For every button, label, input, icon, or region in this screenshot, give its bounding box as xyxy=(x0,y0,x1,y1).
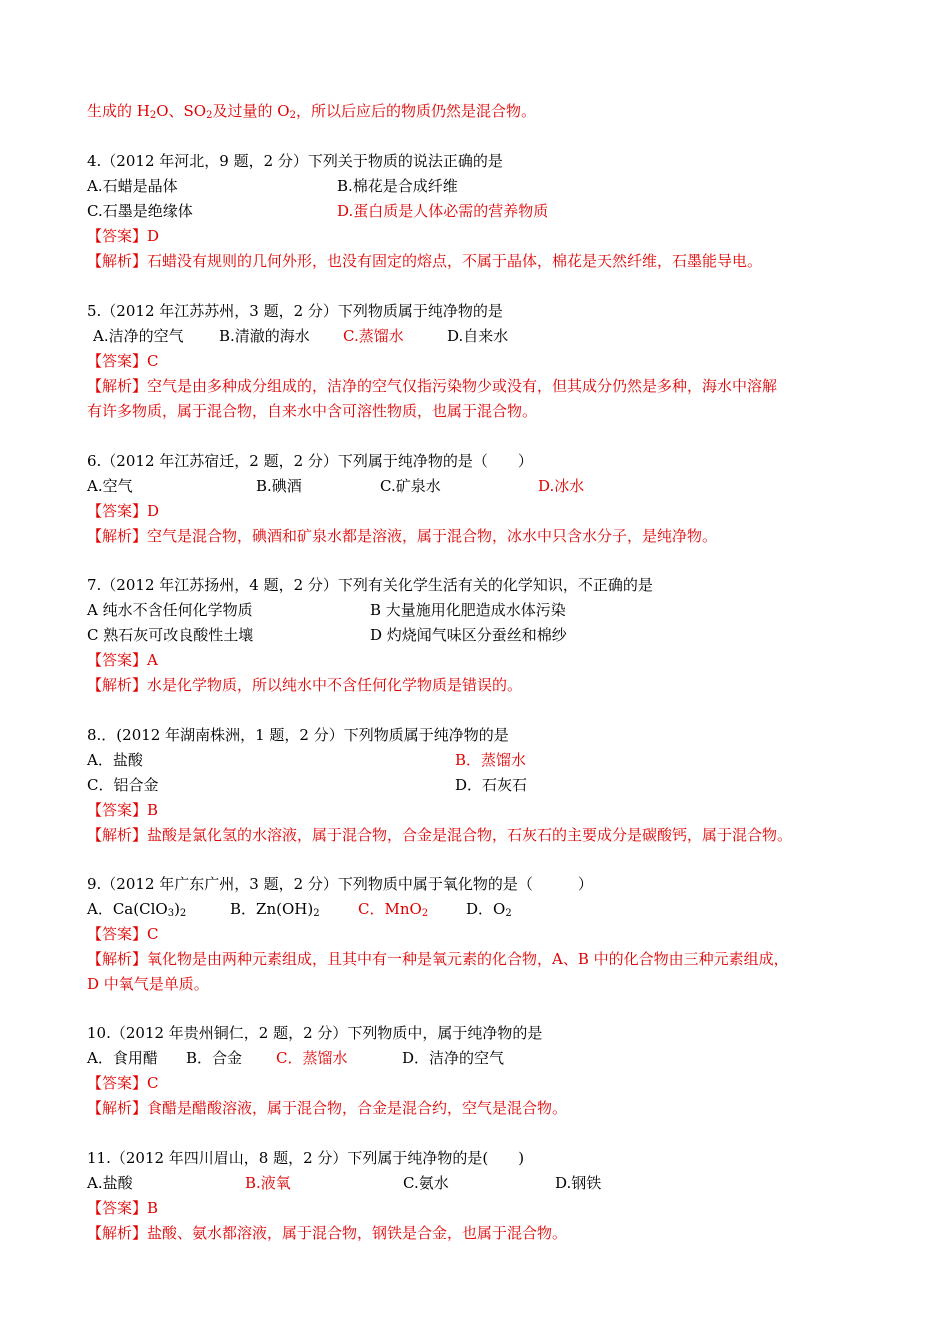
q4-option-c: C.石墨是绝缘体 xyxy=(87,202,193,220)
intro-text-1: 生成的 H xyxy=(87,102,150,120)
q10-answer: 【答案】C xyxy=(87,1074,159,1092)
q9-analysis-1: 【解析】氧化物是由两种元素组成，且其中有一种是氧元素的化合物，A、B 中的化合物由三种元素组成， xyxy=(87,950,789,968)
option-text: B．Zn(OH) xyxy=(230,900,314,918)
q4-option-b: B.棉花是合成纤维 xyxy=(337,177,458,195)
q7-option-b: B 大量施用化肥造成水体污染 xyxy=(370,601,566,619)
q9-option-a xyxy=(87,899,186,924)
q9-answer: 【答案】C xyxy=(87,925,159,943)
q5-option-b: B.清澈的海水 xyxy=(219,327,310,345)
option-text: D．O xyxy=(466,900,506,918)
q9-option-b xyxy=(230,899,320,924)
q8-answer: 【答案】B xyxy=(87,801,159,819)
q5-answer: 【答案】C xyxy=(87,352,159,370)
q6-stem: 6.（2012 年江苏宿迁，2 题，2 分）下列属于纯净物的是（ ） xyxy=(87,452,533,470)
q11-stem: 11.（2012 年四川眉山，8 题，2 分）下列属于纯净物的是( ) xyxy=(87,1149,525,1167)
q8-option-b: B．蒸馏水 xyxy=(455,751,527,769)
subscript: 2 xyxy=(149,110,157,121)
q5-stem: 5.（2012 年江苏苏州，3 题，2 分）下列物质属于纯净物的是 xyxy=(87,302,503,320)
q6-option-d: D.冰水 xyxy=(538,477,585,495)
subscript: 2 xyxy=(289,110,296,121)
q11-analysis: 【解析】盐酸、氨水都溶液，属于混合物，钢铁是合金，也属于混合物。 xyxy=(87,1224,568,1242)
option-text: ) xyxy=(174,900,180,918)
option-text: A．Ca(ClO xyxy=(87,900,168,918)
q11-option-a: A.盐酸 xyxy=(87,1174,133,1192)
q10-analysis: 【解析】食醋是醋酸溶液，属于混合物，合金是混合约，空气是混合物。 xyxy=(87,1099,568,1117)
subscript: 2 xyxy=(206,110,213,121)
q7-option-a: A 纯水不含任何化学物质 xyxy=(87,601,253,619)
q6-answer: 【答案】D xyxy=(87,502,160,520)
q7-option-d: D 灼烧闻气味区分蚕丝和棉纱 xyxy=(370,626,567,644)
q9-option-c xyxy=(358,899,428,924)
subscript: 2 xyxy=(421,908,429,919)
q8-analysis: 【解析】盐酸是氯化氢的水溶液，属于混合物，合金是混合物，石灰石的主要成分是碳酸钙，属于混合物。 xyxy=(87,826,793,844)
q6-analysis: 【解析】空气是混合物，碘酒和矿泉水都是溶液，属于混合物，冰水中只含水分子，是纯净物。 xyxy=(87,527,718,545)
q4-option-a: A.石蜡是晶体 xyxy=(87,177,178,195)
q9-analysis-2: D 中氧气是单质。 xyxy=(87,975,209,993)
q5-option-a: A.洁净的空气 xyxy=(93,327,184,345)
q11-option-c: C.氨水 xyxy=(403,1174,449,1192)
q7-stem: 7.（2012 年江苏扬州，4 题，2 分）下列有关化学生活有关的化学知识，不正确的是 xyxy=(87,576,653,594)
subscript: 2 xyxy=(179,908,187,919)
q11-answer: 【答案】B xyxy=(87,1199,159,1217)
q6-option-a: A.空气 xyxy=(87,477,133,495)
subscript: 3 xyxy=(167,908,175,919)
q4-answer: 【答案】D xyxy=(87,227,160,245)
intro-line xyxy=(87,101,536,126)
q5-option-d: D.自来水 xyxy=(447,327,509,345)
q9-option-d xyxy=(466,899,512,924)
q8-option-d: D．石灰石 xyxy=(455,776,528,794)
q10-option-c: C．蒸馏水 xyxy=(276,1049,348,1067)
q11-option-d: D.钢铁 xyxy=(555,1174,602,1192)
q8-option-c: C．铝合金 xyxy=(87,776,159,794)
q7-answer: 【答案】A xyxy=(87,651,158,669)
q10-stem: 10.（2012 年贵州铜仁，2 题，2 分）下列物质中，属于纯净物的是 xyxy=(87,1024,543,1042)
subscript: 2 xyxy=(313,908,320,919)
intro-text-3: 及过量的 O xyxy=(212,102,290,120)
subscript: 2 xyxy=(505,908,512,919)
q10-option-d: D．洁净的空气 xyxy=(402,1049,505,1067)
q8-option-a: A．盐酸 xyxy=(87,751,143,769)
q10-option-a: A．食用醋 xyxy=(87,1049,158,1067)
intro-text-4: ，所以后应后的物质仍然是混合物。 xyxy=(295,102,536,120)
q4-analysis: 【解析】石蜡没有规则的几何外形，也没有固定的熔点，不属于晶体，棉花是天然纤维，石墨能导电。 xyxy=(87,252,763,270)
q4-stem: 4.（2012 年河北，9 题，2 分）下列关于物质的说法正确的是 xyxy=(87,152,503,170)
intro-text-2: O、SO xyxy=(156,102,207,120)
q10-option-b: B．合金 xyxy=(186,1049,243,1067)
q9-stem: 9.（2012 年广东广州，3 题，2 分）下列物质中属于氧化物的是（ ） xyxy=(87,875,593,893)
option-text: C．MnO xyxy=(358,900,422,918)
q5-analysis-2: 有许多物质，属于混合物，自来水中含可溶性物质，也属于混合物。 xyxy=(87,402,538,420)
q7-option-c: C 熟石灰可改良酸性土壤 xyxy=(87,626,254,644)
q5-analysis-1: 【解析】空气是由多种成分组成的，洁净的空气仅指污染物少或没有，但其成分仍然是多种，海水中溶解 xyxy=(87,377,778,395)
q5-option-c: C.蒸馏水 xyxy=(343,327,404,345)
q8-stem: 8.．(2012 年湖南株洲，1 题，2 分）下列物质属于纯净物的是 xyxy=(87,726,509,744)
q7-analysis: 【解析】水是化学物质，所以纯水中不含任何化学物质是错误的。 xyxy=(87,676,523,694)
q6-option-b: B.碘酒 xyxy=(256,477,302,495)
q11-option-b: B.液氧 xyxy=(245,1174,291,1192)
q6-option-c: C.矿泉水 xyxy=(380,477,441,495)
q4-option-d: D.蛋白质是人体必需的营养物质 xyxy=(337,202,549,220)
